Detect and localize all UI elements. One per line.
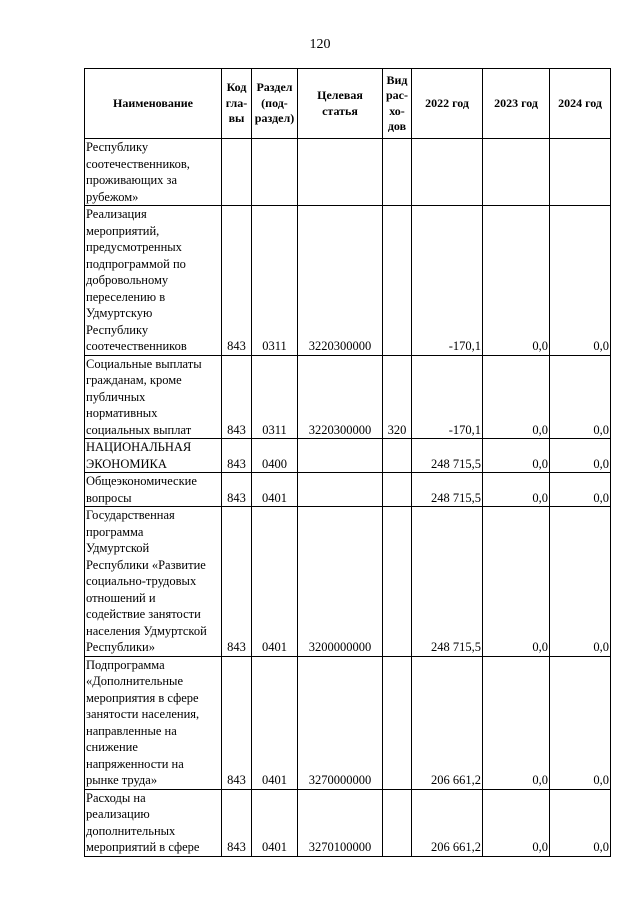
row-target: 3270100000 (298, 789, 383, 856)
row-name: Государственная программа Удмуртской Республики «Развитие социально-трудовых отношений и содействие занятости населения Удмуртской Республики» (85, 507, 222, 657)
row-name: Реализация мероприятий, предусмотренных подпрограммой по добровольному переселению в Удмуртскую Республику соотечественников (85, 206, 222, 356)
row-section: 0401 (252, 789, 298, 856)
row-code: 843 (222, 656, 252, 789)
row-type (383, 473, 412, 507)
table-row (85, 473, 611, 507)
budget-table (84, 68, 611, 857)
row-2023: 0,0 (483, 473, 550, 507)
row-code: 843 (222, 206, 252, 356)
row-name: Подпрограмма «Дополнительные мероприятия в сфере занятости населения, направленные на снижение напряженности на рынке труда» (85, 656, 222, 789)
header-target: Целевая статья (298, 69, 383, 139)
row-name: Республику соотечественников, проживающих за рубежом» (85, 139, 222, 206)
row-target: 3270000000 (298, 656, 383, 789)
row-target (298, 139, 383, 206)
row-2022: 248 715,5 (412, 439, 483, 473)
row-code: 843 (222, 789, 252, 856)
row-target: 3220300000 (298, 206, 383, 356)
row-2024: 0,0 (550, 206, 611, 356)
row-code: 843 (222, 507, 252, 657)
row-type: 320 (383, 355, 412, 439)
header-section: Раздел (под- раздел) (252, 69, 298, 139)
row-2024: 0,0 (550, 789, 611, 856)
row-2022: 248 715,5 (412, 473, 483, 507)
row-target (298, 473, 383, 507)
table-row (85, 206, 611, 356)
row-name: Общеэкономические вопросы (85, 473, 222, 507)
table-row (85, 355, 611, 439)
row-section: 0401 (252, 507, 298, 657)
row-section: 0401 (252, 656, 298, 789)
row-type (383, 656, 412, 789)
row-2023: 0,0 (483, 789, 550, 856)
row-2024 (550, 139, 611, 206)
row-type (383, 507, 412, 657)
row-type (383, 206, 412, 356)
table-row (85, 139, 611, 206)
row-2022: 206 661,2 (412, 656, 483, 789)
row-2022: 206 661,2 (412, 789, 483, 856)
row-2023: 0,0 (483, 439, 550, 473)
table-row (85, 507, 611, 657)
table-row (85, 439, 611, 473)
row-section (252, 139, 298, 206)
row-type (383, 789, 412, 856)
row-2024: 0,0 (550, 656, 611, 789)
row-code: 843 (222, 473, 252, 507)
row-2023: 0,0 (483, 507, 550, 657)
row-2023: 0,0 (483, 656, 550, 789)
row-2022: -170,1 (412, 355, 483, 439)
row-code: 843 (222, 355, 252, 439)
row-type (383, 139, 412, 206)
row-code (222, 139, 252, 206)
row-2022: 248 715,5 (412, 507, 483, 657)
header-row (85, 69, 611, 139)
row-name: Расходы на реализацию дополнительных мероприятий в сфере (85, 789, 222, 856)
page-number: 120 (309, 37, 331, 52)
header-code: Код гла- вы (222, 69, 252, 139)
header-2022: 2022 год (412, 69, 483, 139)
row-2024: 0,0 (550, 473, 611, 507)
row-2024: 0,0 (550, 507, 611, 657)
header-2024: 2024 год (550, 69, 611, 139)
header-name: Наименование (85, 69, 222, 139)
row-section: 0311 (252, 355, 298, 439)
header-2023: 2023 год (483, 69, 550, 139)
row-2023: 0,0 (483, 355, 550, 439)
row-section: 0311 (252, 206, 298, 356)
row-name: Социальные выплаты гражданам, кроме публичных нормативных социальных выплат (85, 355, 222, 439)
header-type: Вид рас- хо- дов (383, 69, 412, 139)
table-row (85, 656, 611, 789)
row-target (298, 439, 383, 473)
row-name: НАЦИОНАЛЬНАЯ ЭКОНОМИКА (85, 439, 222, 473)
row-2022 (412, 139, 483, 206)
row-2024: 0,0 (550, 439, 611, 473)
row-section: 0400 (252, 439, 298, 473)
row-2022: -170,1 (412, 206, 483, 356)
table-row (85, 789, 611, 856)
row-2024: 0,0 (550, 355, 611, 439)
row-target: 3220300000 (298, 355, 383, 439)
row-2023 (483, 139, 550, 206)
row-section: 0401 (252, 473, 298, 507)
row-code: 843 (222, 439, 252, 473)
row-type (383, 439, 412, 473)
row-2023: 0,0 (483, 206, 550, 356)
row-target: 3200000000 (298, 507, 383, 657)
